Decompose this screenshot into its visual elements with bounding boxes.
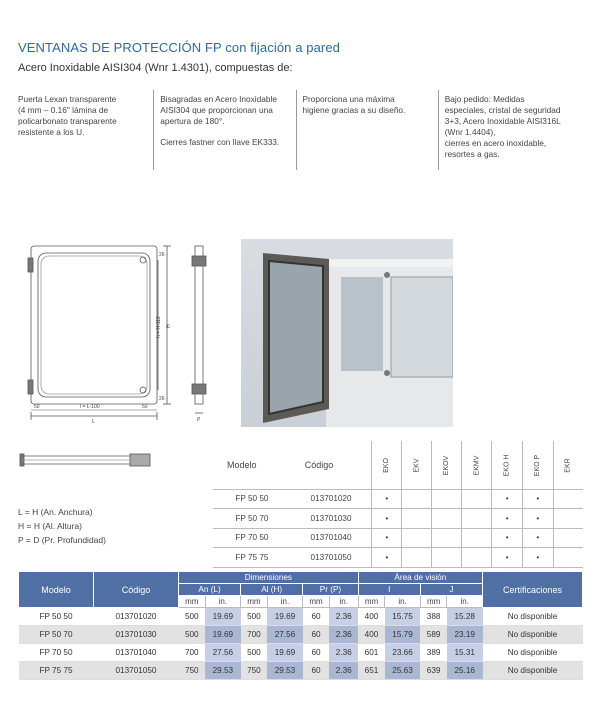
table-row: [213, 489, 583, 509]
cell-value: 15.28: [447, 608, 483, 626]
cell-value: 23.19: [447, 626, 483, 644]
col-header-ekov: [432, 441, 462, 489]
cell-value: 15.79: [385, 626, 421, 644]
cell-value: 19.69: [205, 626, 241, 644]
unit-in: in.: [447, 596, 483, 608]
page-title: VENTANAS DE PROTECCIÓN FP con fijación a pared: [18, 40, 341, 55]
dim-label-26-top: 26: [159, 252, 165, 258]
col-header-model: Modelo: [19, 572, 94, 608]
cell-value: 389: [420, 644, 447, 662]
cell-certification: No disponible: [483, 608, 583, 626]
col-header-ekr: [553, 441, 583, 489]
feature-line: (4 mm – 0.16" lámina de: [18, 105, 109, 115]
feature-line: higiene gracias a su diseño.: [302, 105, 406, 115]
cell-model: FP 75 75: [213, 548, 291, 568]
cell-mark: [432, 509, 462, 529]
dim-label-26-bottom: 26: [159, 396, 165, 402]
col-header-ekmv: [462, 441, 492, 489]
cell-value: 500: [179, 626, 206, 644]
feature-line: Cierres fastner con llave EK333.: [160, 137, 280, 147]
col-header-pr: Pr (P): [303, 584, 358, 596]
cell-value: 2.36: [329, 644, 358, 662]
cell-model: FP 50 50: [213, 489, 291, 509]
cell-value: 700: [179, 644, 206, 662]
feature-line: Proporciona una máxima: [302, 94, 395, 104]
table-row: [19, 608, 583, 626]
feature-lexan-door: [18, 90, 153, 170]
cell-value: 500: [179, 608, 206, 626]
cell-value: 2.36: [329, 626, 358, 644]
cell-value: 750: [241, 662, 268, 680]
legend-item: H = H (Al. Altura): [18, 521, 83, 531]
cell-mark: •: [492, 509, 523, 529]
cell-mark: [553, 489, 583, 509]
cell-mark: •: [523, 548, 553, 568]
cell-certification: No disponible: [483, 626, 583, 644]
cell-value: 25.63: [385, 662, 421, 680]
cell-value: 400: [358, 608, 385, 626]
cell-value: 589: [420, 626, 447, 644]
table-row: [213, 509, 583, 529]
col-header-label: EKV: [413, 458, 421, 473]
feature-line: Puerta Lexan transparente: [18, 94, 117, 104]
cell-value: 15.31: [447, 644, 483, 662]
cell-code: 013701030: [291, 509, 372, 529]
cell-code: 013701050: [291, 548, 372, 568]
col-header-ekv: [402, 441, 432, 489]
feature-hygiene: [296, 90, 438, 170]
dim-label-P: P: [197, 417, 201, 423]
col-header-label: EKO P: [534, 455, 542, 477]
dimensions-table: [18, 571, 583, 680]
unit-in: in.: [267, 596, 303, 608]
cell-mark: [553, 548, 583, 568]
col-header-i: I: [358, 584, 420, 596]
col-header-eko: [372, 441, 402, 489]
dim-label-width: l = L-100: [80, 404, 100, 410]
cell-code: 013701030: [94, 626, 179, 644]
unit-mm: mm: [420, 596, 447, 608]
cell-model: FP 75 75: [19, 662, 94, 680]
feature-line: Bisagradas en Acero Inoxidable: [160, 94, 277, 104]
cell-value: 29.53: [205, 662, 241, 680]
cell-mark: [462, 528, 492, 548]
unit-mm: mm: [358, 596, 385, 608]
cell-value: 700: [241, 626, 268, 644]
cell-value: 29.53: [267, 662, 303, 680]
col-header-al: Al (H): [241, 584, 303, 596]
table-row: [19, 662, 583, 680]
feature-line: resortes a gas.: [444, 149, 500, 159]
feature-line: 3+3, Acero Inoxidable AISI316L: [444, 116, 561, 126]
cell-value: 500: [241, 644, 268, 662]
dim-label-L: L: [92, 419, 95, 425]
dim-label-height: h = H-112: [156, 316, 162, 338]
col-header-label: EKR: [564, 458, 572, 473]
cell-code: 013701050: [94, 662, 179, 680]
cell-mark: [432, 489, 462, 509]
col-header-j: J: [420, 584, 482, 596]
cell-mark: •: [372, 528, 402, 548]
legend-item: P = D (Pr. Profundidad): [18, 535, 106, 545]
feature-line: apertura de 180°.: [160, 116, 225, 126]
unit-mm: mm: [241, 596, 268, 608]
cell-value: 60: [303, 644, 330, 662]
technical-drawing: [18, 238, 218, 428]
table-row: [213, 528, 583, 548]
cell-value: 23.66: [385, 644, 421, 662]
cell-model: FP 70 50: [213, 528, 291, 548]
col-header-an: An (L): [179, 584, 241, 596]
col-header-label: EKO H: [503, 454, 511, 477]
cell-mark: •: [492, 489, 523, 509]
feature-line: resistente a los U.: [18, 127, 85, 137]
feature-line: Bajo pedido: Medidas: [444, 94, 525, 104]
cell-value: 25.16: [447, 662, 483, 680]
dim-label-50-right: 50: [142, 404, 148, 410]
cell-value: 400: [358, 626, 385, 644]
unit-in: in.: [385, 596, 421, 608]
cell-value: 19.69: [267, 608, 303, 626]
cell-mark: •: [523, 528, 553, 548]
cell-mark: •: [372, 489, 402, 509]
cell-certification: No disponible: [483, 662, 583, 680]
unit-mm: mm: [303, 596, 330, 608]
cell-value: 651: [358, 662, 385, 680]
cell-mark: [462, 489, 492, 509]
cell-code: 013701040: [94, 644, 179, 662]
cell-mark: [432, 528, 462, 548]
col-header-eko-p: [523, 441, 553, 489]
cell-mark: •: [372, 548, 402, 568]
feature-line: policarbonato transparente: [18, 116, 117, 126]
dim-label-H: H: [166, 324, 172, 328]
cell-mark: [432, 548, 462, 568]
page-subtitle: Acero Inoxidable AISI304 (Wnr 1.4301), compuestas de:: [18, 62, 293, 74]
legend-item: L = H (An. Anchura): [18, 507, 93, 517]
col-header-label: EKMV: [473, 455, 481, 476]
col-header-viewing-area: Área de visión: [358, 572, 482, 584]
cell-model: FP 50 70: [213, 509, 291, 529]
col-header-code: Código: [94, 572, 179, 608]
cell-value: 27.56: [267, 626, 303, 644]
unit-mm: mm: [179, 596, 206, 608]
cell-mark: [462, 509, 492, 529]
cell-mark: [553, 528, 583, 548]
cell-mark: •: [492, 548, 523, 568]
table-row: [19, 644, 583, 662]
cell-mark: [553, 509, 583, 529]
side-section-drawing: [18, 450, 153, 475]
cell-code: 013701020: [291, 489, 372, 509]
cell-value: 2.36: [329, 608, 358, 626]
lock-options-table: [213, 441, 583, 568]
cell-mark: [402, 548, 432, 568]
cell-model: FP 50 70: [19, 626, 94, 644]
cell-mark: •: [492, 528, 523, 548]
product-photo: [241, 239, 453, 427]
col-header-dimensions: Dimensiones: [179, 572, 359, 584]
cell-value: 2.36: [329, 662, 358, 680]
dim-label-50-left: 50: [34, 404, 40, 410]
feature-on-request: [438, 90, 580, 170]
cell-value: 60: [303, 662, 330, 680]
features-row: [18, 90, 580, 170]
cell-mark: [402, 528, 432, 548]
cell-value: 19.69: [205, 608, 241, 626]
cell-mark: [402, 509, 432, 529]
unit-in: in.: [205, 596, 241, 608]
cell-mark: •: [523, 489, 553, 509]
col-header-label: EKOV: [443, 456, 451, 476]
cell-value: 19.69: [267, 644, 303, 662]
table-row: [213, 548, 583, 568]
cell-value: 639: [420, 662, 447, 680]
col-header-eko-h: [492, 441, 523, 489]
table-row: [19, 626, 583, 644]
cell-mark: •: [372, 509, 402, 529]
cell-model: FP 70 50: [19, 644, 94, 662]
feature-line: cierres en acero inoxidable,: [444, 138, 547, 148]
feature-line: (Wnr 1.4404),: [444, 127, 496, 137]
col-header-code: Código: [291, 441, 372, 489]
cell-value: 601: [358, 644, 385, 662]
cell-mark: [402, 489, 432, 509]
col-header-label: EKO: [383, 458, 391, 474]
feature-line: especiales, cristal de seguridad: [444, 105, 561, 115]
cell-code: 013701040: [291, 528, 372, 548]
cell-value: 750: [179, 662, 206, 680]
cell-value: 27.56: [205, 644, 241, 662]
cell-value: 388: [420, 608, 447, 626]
cell-certification: No disponible: [483, 644, 583, 662]
unit-in: in.: [329, 596, 358, 608]
cell-value: 60: [303, 608, 330, 626]
cell-mark: •: [523, 509, 553, 529]
cell-model: FP 50 50: [19, 608, 94, 626]
cell-value: 60: [303, 626, 330, 644]
cell-code: 013701020: [94, 608, 179, 626]
col-header-certifications: Certificaciones: [483, 572, 583, 608]
feature-hinges: [153, 90, 295, 170]
feature-line: AISI304 que proporcionan una: [160, 105, 273, 115]
cell-value: 500: [241, 608, 268, 626]
legend: [18, 505, 106, 547]
cell-value: 15.75: [385, 608, 421, 626]
cell-mark: [462, 548, 492, 568]
col-header-model: Modelo: [213, 441, 291, 489]
